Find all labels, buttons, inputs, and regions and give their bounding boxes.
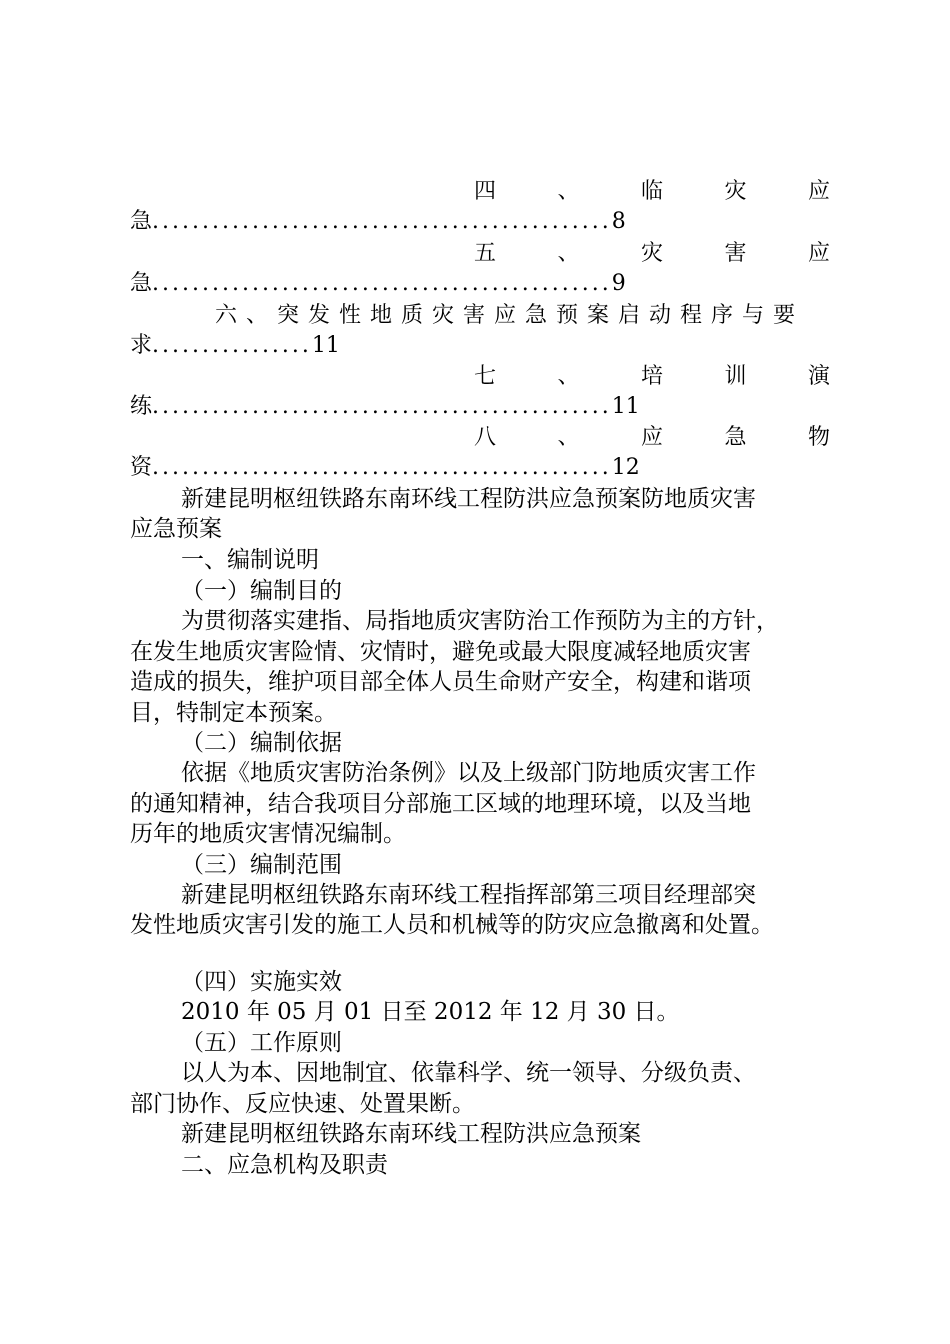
toc-char: 应 xyxy=(807,241,830,266)
section-heading: 二、应急机构及职责 xyxy=(181,1152,388,1178)
paragraph-line: 在发生地质灾害险情、灾情时，避免或最大限度减轻地质灾害 xyxy=(130,639,751,665)
toc-char: 急 xyxy=(724,425,747,450)
toc-char: 四 xyxy=(474,179,497,204)
subsection-heading: （一）编制目的 xyxy=(181,578,342,604)
subsection-heading: （三）编制范围 xyxy=(181,852,342,878)
paragraph-line: 2010 年 05 月 01 日至 2012 年 12 月 30 日。 xyxy=(181,999,680,1025)
toc-entry-7-title xyxy=(130,363,830,391)
paragraph-line: 历年的地质灾害情况编制。 xyxy=(130,821,406,847)
toc-char: 灾 xyxy=(640,241,663,266)
toc-page-number: 8 xyxy=(611,209,626,234)
paragraph-line: 以人为本、因地制宜、依靠科学、统一领导、分级负责、 xyxy=(181,1060,756,1086)
section-heading: 一、编制说明 xyxy=(181,547,319,573)
toc-char: 、 xyxy=(557,241,580,266)
toc-char: 应 xyxy=(807,179,830,204)
toc-char: 、 xyxy=(557,179,580,204)
toc-entry-6-title: 六、突发性地质灾害应急预案启动程序与要 xyxy=(215,303,805,328)
paragraph-line: 发性地质灾害引发的施工人员和机械等的防灾应急撤离和处置。 xyxy=(130,912,774,938)
subsection-heading: （四）实施实效 xyxy=(181,969,342,995)
document-title-line-2: 应急预案 xyxy=(130,516,222,542)
subsection-heading: （五）工作原则 xyxy=(181,1030,342,1056)
toc-entry-7-leader: 练..............................................11 xyxy=(130,394,640,419)
toc-page-number: 11 xyxy=(311,333,340,358)
toc-char: 训 xyxy=(724,364,747,389)
paragraph-line: 为贯彻落实建指、局指地质灾害防治工作预防为主的方针， xyxy=(181,608,779,634)
repeated-title-line: 新建昆明枢纽铁路东南环线工程防洪应急预案 xyxy=(181,1121,641,1147)
toc-char: 物 xyxy=(807,425,830,450)
toc-char: 、 xyxy=(557,364,580,389)
toc-char: 八 xyxy=(474,425,497,450)
paragraph-line: 造成的损失，维护项目部全体人员生命财产安全，构建和谐项 xyxy=(130,669,751,695)
document-title-line-1: 新建昆明枢纽铁路东南环线工程防洪应急预案防地质灾害 xyxy=(181,486,756,512)
paragraph-line: 新建昆明枢纽铁路东南环线工程指挥部第三项目经理部突 xyxy=(181,882,756,908)
toc-entry-6-leader: 求................11 xyxy=(130,333,340,358)
toc-char: 七 xyxy=(474,364,497,389)
toc-entry-4-leader: 急..............................................8 xyxy=(130,209,626,234)
paragraph-line: 部门协作、反应快速、处置果断。 xyxy=(130,1091,475,1117)
toc-char: 临 xyxy=(640,179,663,204)
toc-entry-8-leader: 资..............................................12 xyxy=(130,455,640,480)
toc-page-number: 11 xyxy=(611,394,640,419)
paragraph-line: 的通知精神，结合我项目分部施工区域的地理环境，以及当地 xyxy=(130,791,751,817)
toc-char: 害 xyxy=(724,241,747,266)
toc-char: 应 xyxy=(640,425,663,450)
toc-char: 灾 xyxy=(724,179,747,204)
toc-page-number: 9 xyxy=(611,271,626,296)
toc-char: 培 xyxy=(640,364,663,389)
toc-char: 五 xyxy=(474,241,497,266)
toc-entry-8-title xyxy=(130,424,830,452)
toc-entry-5-leader: 急..............................................9 xyxy=(130,271,626,296)
toc-char: 、 xyxy=(557,425,580,450)
paragraph-line: 目，特制定本预案。 xyxy=(130,700,337,726)
toc-page-number: 12 xyxy=(611,455,640,480)
toc-char: 演 xyxy=(807,364,830,389)
toc-entry-5-title xyxy=(130,240,830,268)
paragraph-line: 依据《地质灾害防治条例》以及上级部门防地质灾害工作 xyxy=(181,760,756,786)
toc-entry-4-title xyxy=(130,178,830,206)
subsection-heading: （二）编制依据 xyxy=(181,730,342,756)
